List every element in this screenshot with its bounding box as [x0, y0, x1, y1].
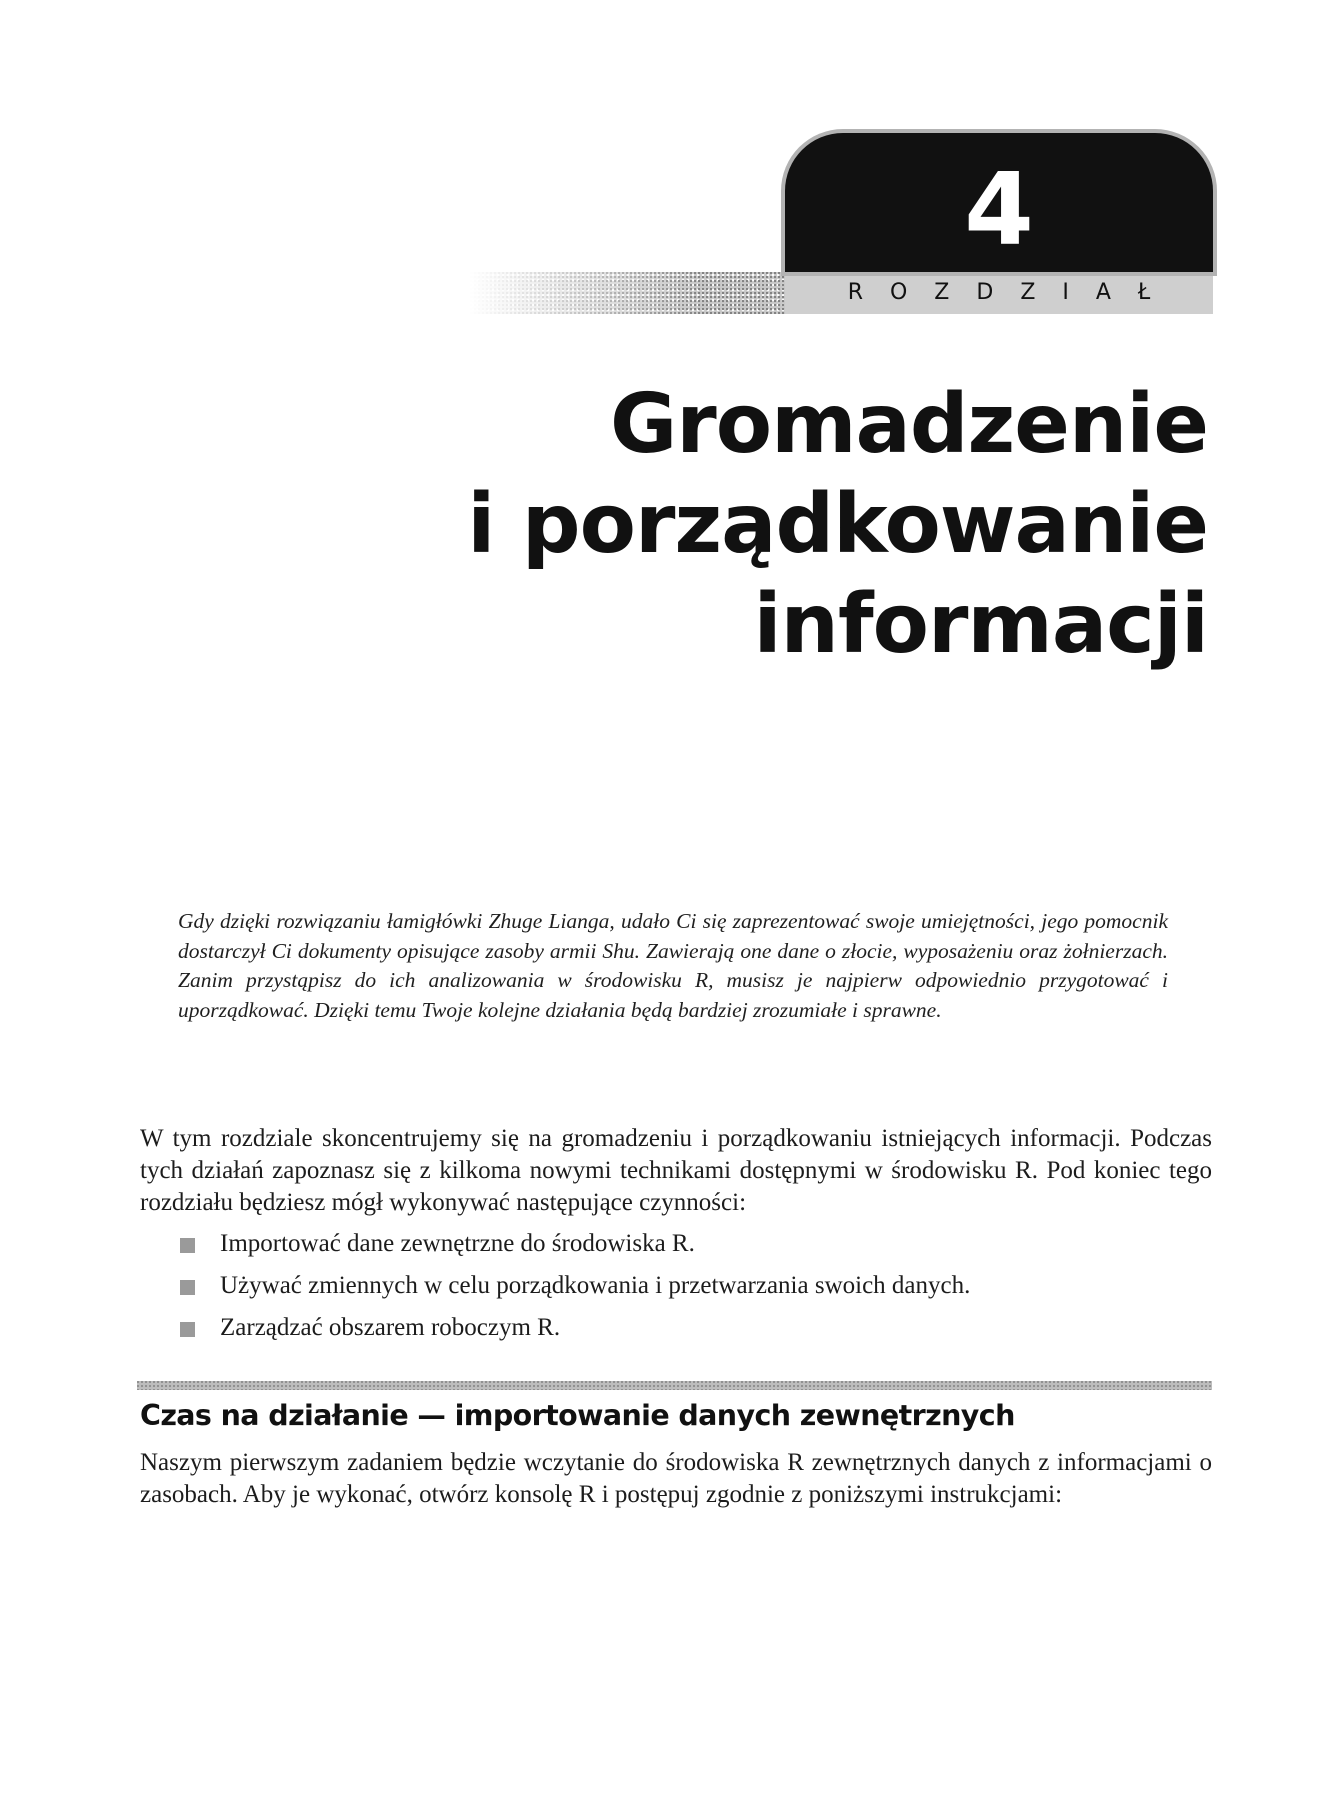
list-item [180, 1228, 1210, 1270]
list-item-text: Zarządzać obszarem roboczym R. [220, 1314, 561, 1341]
header-dot-pattern [470, 272, 800, 314]
chapter-title-line-1: Gromadzenie [610, 377, 1208, 472]
list-item-text: Importować dane zewnętrzne do środowiska R. [220, 1230, 695, 1257]
chapter-title [300, 375, 1208, 675]
section-paragraph: Naszym pierwszym zadaniem będzie wczytanie do środowiska R zewnętrznych danych z informacjami o zasobach. Aby je wykonać, otwórz konsolę R i postępuj zgodnie z poniższymi instrukcjami: [140, 1449, 1212, 1508]
chapter-title-line-3: informacji [753, 577, 1208, 672]
section-divider [137, 1381, 1212, 1390]
section-heading: Czas na działanie — importowanie danych zewnętrznych [140, 1399, 1015, 1432]
list-item [180, 1312, 1210, 1354]
body-paragraph-1: W tym rozdziale skoncentrujemy się na gromadzeniu i porządkowaniu istniejących informacji. Podczas tych działań zapoznasz się z kilkoma nowymi technikami dostępnymi w środowisku R. Pod koniec tego rozdziału będziesz mógł wykonywać następujące czynności: [140, 1125, 1212, 1216]
list-item [180, 1270, 1210, 1312]
square-bullet-icon [180, 1238, 195, 1253]
chapter-intro: Gdy dzięki rozwiązaniu łamigłówki Zhuge Lianga, udało Ci się zaprezentować swoje umiejętności, jego pomocnik dostarczył Ci dokumenty opisujące zasoby armii Shu. Zawierają one dane o złocie, wyposażeniu oraz żołnierzach. Zanim przystąpisz do ich analizowania w środowisku R, musisz je najpierw odpowiednio przygotować i uporządkować. Dzięki temu Twoje kolejne działania będą bardziej zrozumiałe i sprawne. [178, 909, 1168, 1022]
square-bullet-icon [180, 1322, 195, 1337]
objectives-list [180, 1228, 1210, 1354]
chapter-title-line-2: i porządkowanie [467, 477, 1208, 572]
chapter-label: ROZDZIAŁ [847, 280, 1178, 305]
chapter-number: 4 [964, 151, 1034, 268]
list-item-text: Używać zmiennych w celu porządkowania i przetwarzania swoich danych. [220, 1272, 971, 1299]
square-bullet-icon [180, 1280, 195, 1295]
